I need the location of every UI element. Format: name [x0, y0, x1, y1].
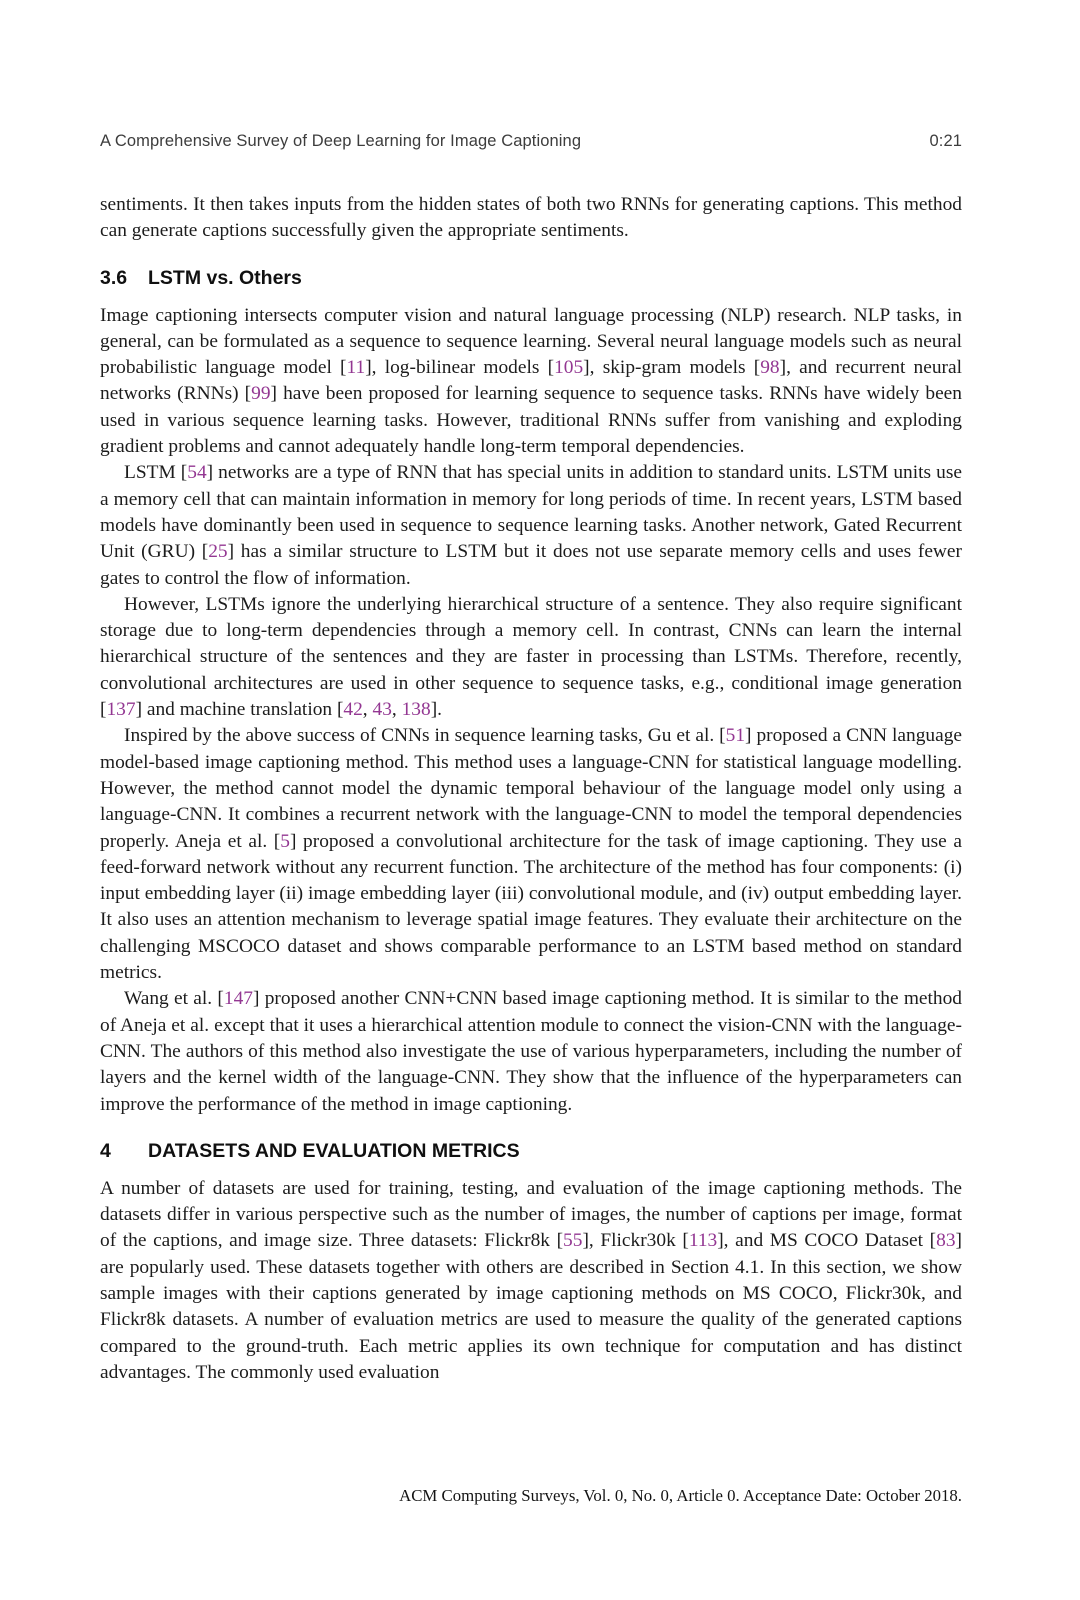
text-run: ], skip-gram models [	[583, 357, 761, 379]
text-run: ], log-bilinear models [	[365, 357, 555, 379]
text-run: ].	[430, 699, 442, 721]
text-run: sentiments. It then takes inputs from the hidden states of both two RNNs for generating captions. This method can generate captions successfully given the appropriate sentiments.	[100, 194, 962, 242]
text-run: ] networks are a type of RNN that has special units in addition to standard units. LSTM units use a memory cell that can maintain information in memory for long periods of time. In recent years, LSTM based models have dominantly been used in sequence to sequence learning tasks. Another network, Gated Recurrent Unit (GRU) [	[100, 462, 962, 563]
text-run: However, LSTMs ignore the underlying hierarchical structure of a sentence. They also require significant storage due to long-term dependencies through a memory cell. In contrast, CNNs can learn the internal hierarchical structure of the sentences and they are faster in processing than LSTMs. Therefore, recently, convolutional architectures are used in other sequence to sequence tasks, e.g., conditional image generation [	[100, 593, 962, 721]
text-run: A number of datasets are used for training, testing, and evaluation of the image captioning methods. The datasets differ in various perspective such as the number of images, the number of captions per image, format of the captions, and image size. Three datasets: Flickr8k [	[100, 1177, 962, 1252]
citation-link[interactable]: 147	[223, 988, 253, 1010]
section-title: LSTM vs. Others	[148, 266, 302, 289]
section-number: 4	[100, 1139, 111, 1162]
citation-link[interactable]: 55	[563, 1230, 583, 1252]
citation-link[interactable]: 138	[401, 699, 431, 721]
running-header	[100, 132, 962, 151]
citation-link[interactable]: 5	[280, 830, 290, 852]
citation-link[interactable]: 42	[343, 699, 363, 721]
page-number: 0:21	[929, 132, 962, 150]
text-run: ,	[391, 699, 402, 721]
text-run: ], and MS COCO Dataset [	[717, 1230, 937, 1252]
text-run: ], Flickr30k [	[582, 1230, 689, 1252]
paragraph	[100, 1176, 962, 1386]
citation-link[interactable]: 43	[372, 699, 392, 721]
text-run: ] have been proposed for learning sequence to sequence tasks. RNNs have widely been used in various sequence learning tasks. However, traditional RNNs suffer from vanishing and exploding gradient problems and cannot adequately handle long-term temporal dependencies.	[100, 383, 962, 458]
text-run: ] and machine translation [	[135, 699, 344, 721]
section-heading	[100, 1140, 962, 1163]
paragraph	[100, 986, 962, 1117]
citation-link[interactable]: 25	[208, 541, 228, 563]
section-number: 3.6	[100, 266, 128, 289]
section-heading	[100, 267, 962, 290]
citation-link[interactable]: 137	[106, 699, 136, 721]
citation-link[interactable]: 54	[187, 462, 207, 484]
paragraph	[100, 460, 962, 591]
citation-link[interactable]: 11	[346, 357, 366, 379]
text-run: ,	[362, 699, 373, 721]
paragraph	[100, 303, 962, 461]
citation-link[interactable]: 99	[251, 383, 271, 405]
page-body	[100, 192, 962, 1386]
text-run: ] are popularly used. These datasets together with others are described in Section 4.1. In this section, we show sample images with their captions generated by image captioning methods on MS COCO, Flickr30k, and Flickr8k datasets. A number of evaluation metrics are used to measure the quality of the generated captions compared to the ground-truth. Each metric applies its own technique for computation and has distinct advantages. The commonly used evaluation	[100, 1230, 962, 1383]
text-run: Image captioning intersects computer vision and natural language processing (NLP) research. NLP tasks, in general, can be formulated as a sequence to sequence learning. Several neural language models such as neural probabilistic language model [	[100, 304, 962, 379]
citation-link[interactable]: 98	[760, 357, 780, 379]
text-run: LSTM [	[124, 462, 188, 484]
citation-link[interactable]: 51	[725, 725, 746, 747]
citation-link[interactable]: 83	[936, 1230, 956, 1252]
section-title: DATASETS AND EVALUATION METRICS	[148, 1139, 520, 1162]
paragraph	[100, 723, 962, 986]
citation-link[interactable]: 113	[688, 1230, 718, 1252]
text-run: Wang et al. [	[124, 988, 224, 1010]
text-run: ], and recurrent neural networks (RNNs) [	[100, 357, 963, 405]
text-run: ] proposed a convolutional architecture for the task of image captioning. They use a feed-forward network without any recurrent function. The architecture of the method has four components: (i) input embedding layer (ii) image embedding layer (iii) convolutional module, and (iv) output embedding layer. It also uses an attention mechanism to leverage spatial image features. They evaluate their architecture on the challenging MSCOCO dataset and shows comparable performance to an LSTM based method on standard metrics.	[100, 830, 962, 984]
text-run: Inspired by the above success of CNNs in sequence learning tasks, Gu et al. [	[124, 725, 726, 747]
citation-link[interactable]: 105	[554, 357, 584, 379]
paragraph	[100, 192, 962, 245]
running-header-title: A Comprehensive Survey of Deep Learning for Image Captioning	[100, 132, 582, 150]
paragraph	[100, 592, 962, 723]
text-run: ] has a similar structure to LSTM but it does not use separate memory cells and uses fewer gates to control the flow of information.	[100, 541, 962, 589]
text-run: ] proposed a CNN language model-based image captioning method. This method uses a language-CNN for statistical language modelling. However, the method cannot model the dynamic temporal behaviour of the language model only using a language-CNN. It combines a recurrent network with the language-CNN to model the temporal dependencies properly. Aneja et al. [	[100, 725, 963, 852]
journal-footer: ACM Computing Surveys, Vol. 0, No. 0, Article 0. Acceptance Date: October 2018.	[399, 1486, 962, 1505]
text-run: ] proposed another CNN+CNN based image captioning method. It is similar to the method of Aneja et al. except that it uses a hierarchical attention module to connect the vision-CNN with the language-CNN. The authors of this method also investigate the use of various hyperparameters, including the number of layers and the kernel width of the language-CNN. They show that the influence of the hyperparameters can improve the performance of the method in image captioning.	[100, 988, 962, 1115]
